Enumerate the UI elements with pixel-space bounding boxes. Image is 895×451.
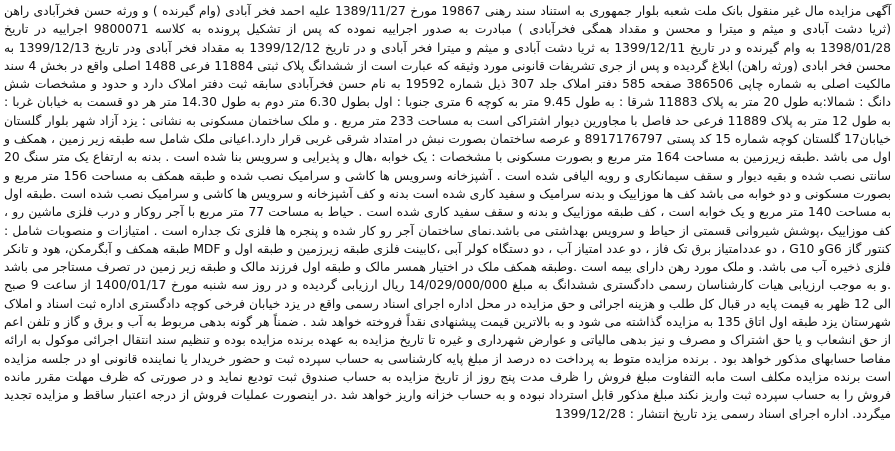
notice-body-text: آگهی مزایده مال غیر منقول بانک ملت شعبه بلوار جمهوری به استناد سند رهنی 19867 مورخ 1389/11/27 علیه احمد فخر آبادی (وام گیرنده ) و ورثه حسن فخرآبادی راهن (ثریا دشت آبادی و میثم و میترا و محسن و مقداد همگی فخرآبادی ) مبادرت به صدور اجراییه نموده که پس از تشکیل پرونده به کلاسه 9800071 اجراییه در تاریخ 1398/01/28 به وام گیرنده و در تاریخ 1399/12/11 به ثریا دشت آبادی و میثم و میترا فخر آبادی و در تاریخ 1399/12/12 به مقداد فخر آبادی ودر تاریخ 1399/12/13 به محسن فخر ابادی (ورثه راهن) ابلاغ گردیده و پس از جری تشریفات قانونی مورد وثیقه که عبارت است از ششدانگ پلاک ثبتی 11884 فرعی 1488 اصلی واقع در بخش 4 سند مالکیت اصلی به شماره چاپی 386506 صفحه 585 دفتر املاک جلد 307 ذیل شماره 19592 به نام حسن فخرآبادی سابقه ثبت دفتر املاک دارد و حدود و مشخصات شش دانگ : شمالا:به طول 20 متر به پلاک 11883 شرقا : به طول 9.45 متر به کوچه 6 متری جنوبا : اول بطول 6.30 متر دوم به طول 14.30 متر هر دو قسمت به خیابان غربا : به طول 12 متر به پلاک 11889 فرعی حد فاصل با مجاورین دیوار اشتراکی است به مساحت 233 متر مربع . و ملک ساختمان مسکونی به نشانی : یزد آزاد شهر بلوار گلستان خیابان17 گلستان کوچه شماره 15 کد پستی 8917176797 و عرصه ساختمان بصورت نبش در امتداد شرقی غربی قرار دارد.اعیانی ملک شامل سه طبقه زیر زمین ، همکف و اول می باشد .طبقه زیرزمین به مساحت 164 متر مربع و بصورت مسکونی با مشخصات : یک خوابه ،هال و پذیرایی و سرویس بنا شده است . بدنه به ارتفاع یک متر سنگ 20 سانتی نصب شده و بقیه دیوار و سقف سیمانکاری و رویه الیافی شده است . آشپزخانه وسرویس ها کاشی و سرامیک نصب شده و طبقه همکف به مساحت 156 متر مربع و بصورت مسکونی و دو خوابه می باشد کف ها موزاییک و بدنه سرامیک و سفید کاری شده است بدنه و کف آشپزخانه و سرویس ها کاشی و سرامیک نصب شده است .طبقه اول به مساحت 140 متر مربع و یک خوابه است ، کف طبقه موزاییک و بدنه و سقف سفید کاری شده است . حیاط به مساحت 77 متر مربع با آجر روکار و درب فلزی ماشین رو ، کف موزاییک ،پوشش شیروانی قسمتی از حیاط و سرویس بهداشتی می باشد.نمای ساختمان آجر رو کار شده و پنجره ها فلزی تک جداره است . امتیازات و منصوبات شامل : کنتور گاز G6و G10 ، دو عددامتیاز برق تک فاز ، دو عدد امتیاز آب ، دو دستگاه کولر آبی ،کابینت فلزی طبقه زیرزمین و طبقه اول و MDF طبقه همکف و آبگرمکن، هود و تانکر فلزی ذخیره آب می باشد. و ملک مورد رهن دارای بیمه است .وطبقه همکف ملک در اختیار همسر مالک و طبقه اول فرزند مالک و طبقه زیر زمین در تصرف مستاجر می باشد .و به موجب ارزیابی هیات کارشناسان رسمی دادگستری ششدانگ به مبلغ 14/029/000/000 ریال ارزیابی گردیده و در روز سه شنبه مورخ 1400/01/17 از ساعت 9 صبح الی 12 ظهر به قیمت پایه در قبال کل طلب و هزینه اجرائی و حق مزایده در محل اداره اجرای اسناد رسمی واقع در یزد خیابان فرخی کوچه دادگستری اداره ثبت اسناد و املاک شهرستان یزد طبقه اول اتاق 135 به مزایده گذاشته می شود و به بالاترین قیمت پیشنهادی نقداً فروخته خواهد شد . ضمناً هر گونه بدهی مربوط به آب و برق و گاز و تلفن اعم از حق انشعاب و یا حق اشتراک و مصرف و نیز بدهی مالیاتی و عوارض شهرداری و غیره تا تاریخ مزایده به عهده برنده مزایده بوده و تنظیم سند انتقال اجرائی موکول به ارائه مفاصا حسابهای مذکور خواهد بود . برنده مزایده متوط به پرداخت ده درصد از مبلغ پایه کارشناسی به حساب سپرده ثبت و حضور خریدار یا نماینده قانونی او در جلسه مزایده است برنده مزایده مکلف است مابه التفاوت مبلغ فروش را ظرف مدت پنج روز از تاریخ مزایده به حساب صندوق ثبت تودیع نماید و در صورتی که ظرف مهلت مقرر مانده فروش را به حساب سپرده ثبت واریز نکند مبلغ مذکور قابل استرداد نبوده و به حساب خزانه واریز خواهد شد .در اینصورت عملیات فروش از درجه اعتبار ساقط و مزایده تجدید میگردد. اداره اجرای اسناد رسمی یزد تاریخ انتشار : 1399/12/28 [4,4,892,421]
